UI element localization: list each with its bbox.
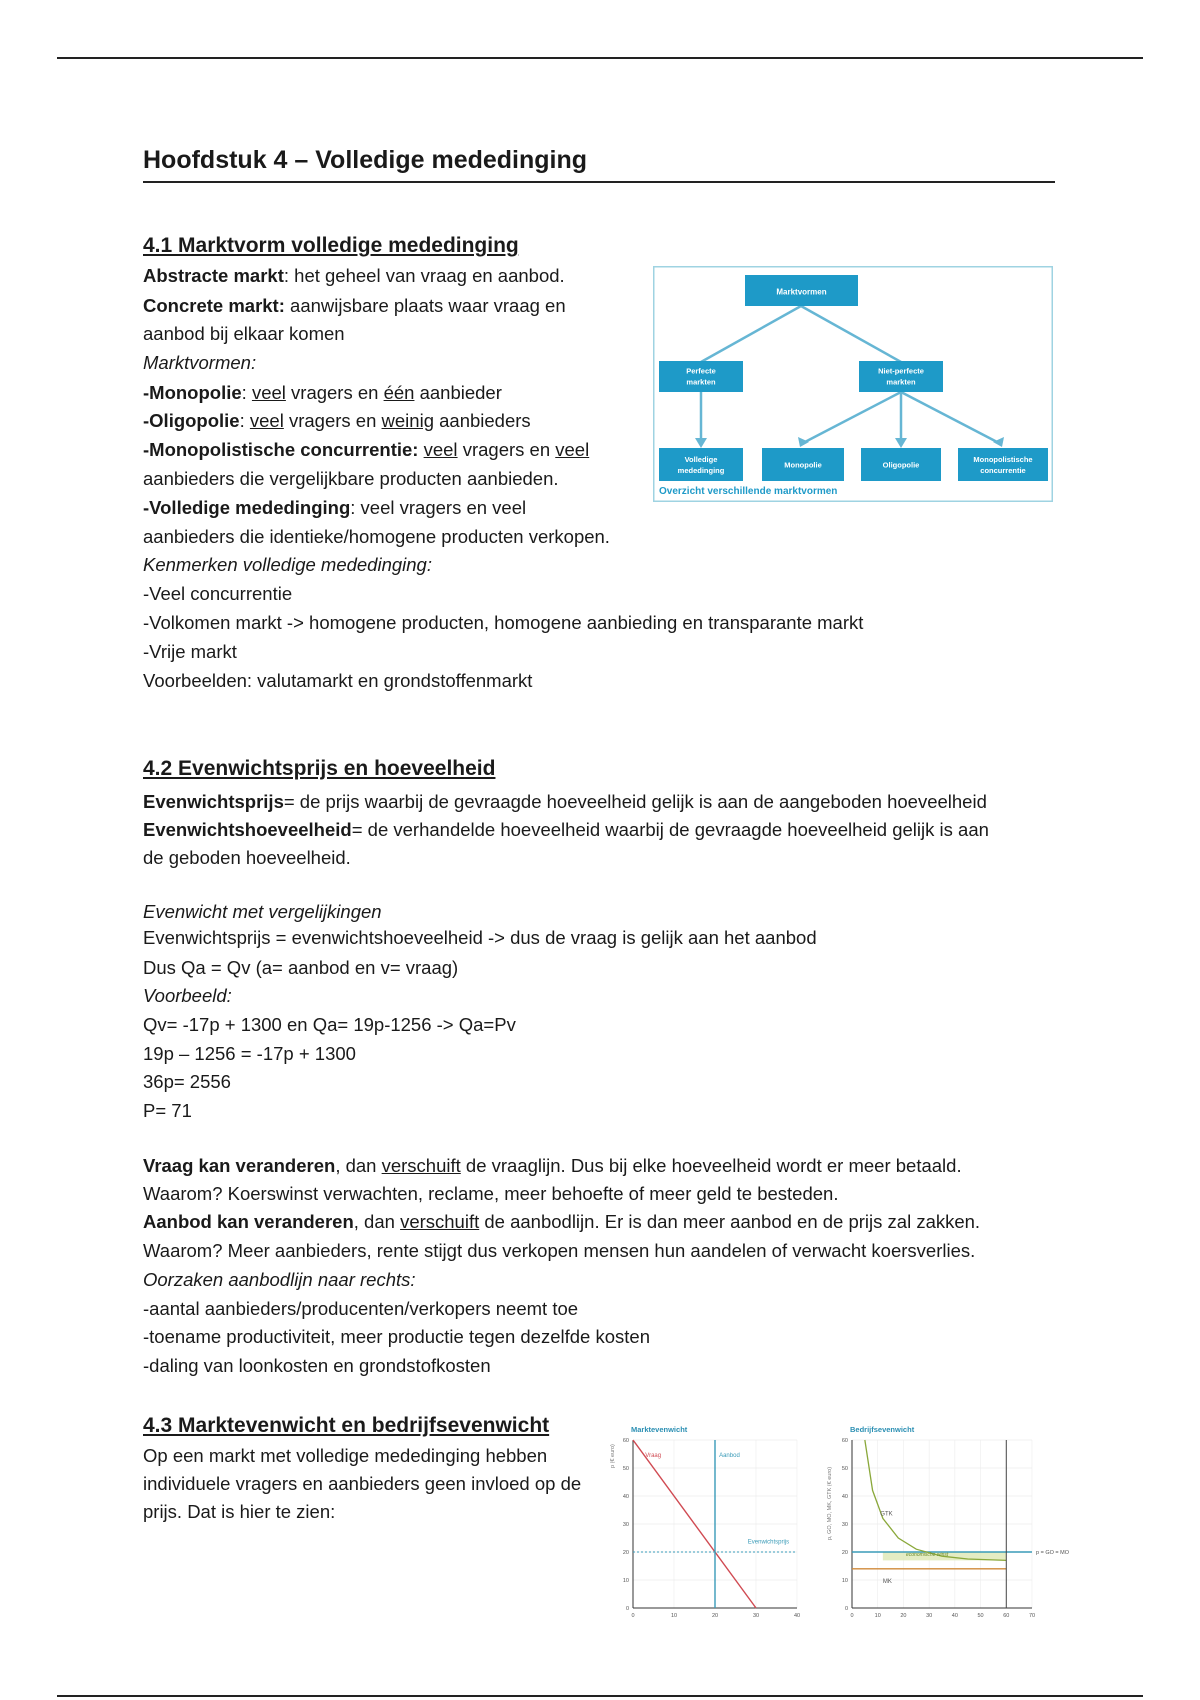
y-tick-label: 40 <box>622 1494 629 1500</box>
y-tick-label: 20 <box>622 1550 629 1556</box>
label-gtk: GTK <box>880 1511 893 1518</box>
node-niet-perfecte-label-2: markten <box>886 377 916 387</box>
y-axis-label: p (€ euro) <box>610 1444 616 1468</box>
x-tick-label: 20 <box>900 1613 907 1619</box>
voorbeeld-label <box>143 984 232 1008</box>
definition: = de verhandelde hoeveelheid waarbij de gevraagde hoeveelheid gelijk is aan <box>351 819 989 840</box>
vraag-waarom-line: Waarom? Koerswinst verwachten, reclame, meer behoefte of meer geld te besteden. <box>143 1183 839 1204</box>
text: vragers en <box>283 410 382 431</box>
section-4-3-text: Op een markt met volledige mededinging hebben individuele vragers en aanbieders geen invloed op de prijs. Dat is hier te zien: <box>143 1445 582 1522</box>
concrete-market-line <box>143 294 566 318</box>
section-4-1-title: 4.1 Marktvorm volledige mededinging <box>143 234 519 257</box>
underlined: veel <box>423 439 458 460</box>
node-volledige-mededinging <box>659 448 743 481</box>
label-p-go-mo: p = GO = MO <box>1036 1550 1070 1556</box>
oorzaken-label <box>143 1268 416 1292</box>
y-tick-label: 10 <box>841 1578 848 1584</box>
text: : <box>241 382 252 403</box>
italic-label: Oorzaken aanbodlijn naar rechts: <box>143 1269 416 1290</box>
definition: : het geheel van vraag en aanbod. <box>283 265 565 286</box>
x-tick-label: 10 <box>874 1613 881 1619</box>
node-perfecte-label-1: Perfecte <box>686 366 716 376</box>
section-4-2-title: 4.2 Evenwichtsprijs en hoeveelheid <box>143 757 496 780</box>
term: Evenwichtsprijs <box>143 791 284 812</box>
oorzaak-2: -toename productiviteit, meer productie tegen dezelfde kosten <box>143 1326 650 1347</box>
node-niet-perfecte-label-1: Niet-perfecte <box>878 366 924 376</box>
section-4-3-title: 4.3 Marktevenwicht en bedrijfsevenwicht <box>143 1414 550 1437</box>
y-tick-label: 60 <box>841 1438 848 1444</box>
label-vraag: Vraag <box>645 1452 662 1459</box>
x-tick-label: 70 <box>1028 1613 1036 1619</box>
y-tick-label: 30 <box>841 1522 848 1528</box>
y-tick-label: 60 <box>622 1438 629 1444</box>
evenwichtshoeveelheid-line <box>143 818 989 842</box>
underlined: verschuift <box>400 1211 480 1232</box>
aanbod-waarom-line: Waarom? Meer aanbieders, rente stijgt dus verkopen mensen hun aandelen of verwacht koersverlies. <box>143 1240 976 1261</box>
label-economische-winst: economische winst <box>906 1552 949 1559</box>
node-vm-label-1: Volledige <box>684 455 718 464</box>
oligopolie-line <box>143 409 531 433</box>
italic-label: Kenmerken volledige mededinging: <box>143 554 432 575</box>
oorzaak-3: -daling van loonkosten en grondstofkosten <box>143 1355 491 1376</box>
y-tick-label: 30 <box>622 1522 629 1528</box>
page-bottom-rule <box>57 1695 1143 1697</box>
italic-label: Voorbeeld: <box>143 985 232 1006</box>
term: -Monopolie <box>143 382 242 403</box>
text: de aanbodlijn. Er is dan meer aanbod en de prijs zal zakken. <box>479 1211 981 1232</box>
underlined: verschuift <box>381 1155 461 1176</box>
underlined: veel <box>555 439 590 460</box>
y-tick-label: 10 <box>622 1578 629 1584</box>
term: -Oligopolie <box>143 410 240 431</box>
italic-label: Marktvormen: <box>143 352 257 373</box>
x-tick-label: 0 <box>850 1613 854 1619</box>
x-tick-label: 30 <box>752 1613 760 1619</box>
abstract-market-line <box>143 264 565 288</box>
monopolistische-concurrentie-line <box>143 438 589 462</box>
aanbod-verandert-line <box>143 1210 980 1234</box>
definition: = de prijs waarbij de gevraagde hoeveelheid gelijk is aan de aangeboden hoeveelheid <box>283 791 987 812</box>
y-tick-label: 40 <box>841 1494 848 1500</box>
gtk-curve <box>865 1440 1006 1560</box>
volledige-mededinging-line-2: aanbieders die identieke/homogene producten verkopen. <box>143 526 610 547</box>
node-perfecte-label-2: markten <box>686 377 716 387</box>
node-monocon-label-1: Monopolistische <box>973 455 1033 464</box>
x-tick-label: 10 <box>670 1613 678 1619</box>
concrete-market-line-2: aanbod bij elkaar komen <box>143 323 345 344</box>
x-tick-label: 30 <box>926 1613 933 1619</box>
label-aanbod: Aanbod <box>719 1452 740 1459</box>
y-tick-label: 50 <box>622 1466 629 1472</box>
text: vragers en <box>457 439 556 460</box>
evenwicht-line-2: Dus Qa = Qv (a= aanbod en v= vraag) <box>143 957 459 978</box>
evenwicht-vergelijkingen-label <box>143 900 382 924</box>
evenwichtsprijs-line <box>143 790 987 814</box>
bedrijfsevenwicht-chart <box>822 1420 1092 1632</box>
x-tick-label: 40 <box>951 1613 958 1619</box>
x-tick-label: 20 <box>711 1613 719 1619</box>
equation-1: Qv= -17p + 1300 en Qa= 19p-1256 -> Qa=Pv <box>143 1014 516 1035</box>
x-tick-label: 50 <box>977 1613 984 1619</box>
page-top-rule <box>57 57 1143 59</box>
kenmerk-3: -Vrije markt <box>143 641 237 662</box>
monopolistische-concurrentie-line-2: aanbieders die vergelijkbare producten aanbieden. <box>143 468 559 489</box>
text: aanbieder <box>414 382 502 403</box>
diagram-caption: Overzicht verschillende marktvormen <box>659 486 838 497</box>
term: -Monopolistische concurrentie: <box>143 439 419 460</box>
marktvormen-label <box>143 351 256 375</box>
label-mk: MK <box>882 1578 892 1585</box>
marktvormen-diagram <box>653 266 1053 502</box>
node-vm-label-2: mededinging <box>677 466 725 475</box>
y-tick-label: 20 <box>841 1550 848 1556</box>
kenmerk-2: -Volkomen markt -> homogene producten, homogene aanbieding en transparante markt <box>143 612 864 633</box>
italic-label: Evenwicht met vergelijkingen <box>143 901 382 922</box>
chart-title: Marktevenwicht <box>631 1425 688 1434</box>
text: : veel vragers en veel <box>350 497 527 518</box>
node-oligopolie-label: Oligopolie <box>882 460 920 470</box>
node-monopolistische-concurrentie <box>958 448 1048 481</box>
term: Abstracte markt <box>143 265 284 286</box>
evenwichtshoeveelheid-line-2: de geboden hoeveelheid. <box>143 847 351 868</box>
marktevenwicht-chart <box>605 1420 805 1632</box>
definition: aanwijsbare plaats waar vraag en <box>284 295 566 316</box>
y-tick-label: 0 <box>844 1606 848 1612</box>
text: aanbieders <box>433 410 531 431</box>
y-tick-label: 0 <box>625 1606 629 1612</box>
text: , dan <box>335 1155 382 1176</box>
oorzaak-1: -aantal aanbieders/producenten/verkopers neemt toe <box>143 1298 579 1319</box>
evenwicht-line-1: Evenwichtsprijs = evenwichtshoeveelheid -> dus de vraag is gelijk aan het aanbod <box>143 927 817 948</box>
text: de vraaglijn. Dus bij elke hoeveelheid wordt er meer betaald. <box>460 1155 962 1176</box>
voorbeelden-line: Voorbeelden: valutamarkt en grondstoffenmarkt <box>143 670 533 691</box>
kenmerken-label <box>143 553 432 577</box>
term: Concrete markt: <box>143 295 285 316</box>
text: : <box>239 410 250 431</box>
grid <box>852 1440 1032 1608</box>
term: Vraag kan veranderen <box>143 1155 336 1176</box>
volledige-mededinging-line <box>143 496 526 520</box>
equation-4: P= 71 <box>143 1100 192 1121</box>
node-marktvormen-label: Marktvormen <box>776 287 827 297</box>
page-title: Hoofdstuk 4 – Volledige mededinging <box>143 145 1055 183</box>
equation-3: 36p= 2556 <box>143 1071 231 1092</box>
text: vragers en <box>285 382 384 403</box>
x-tick-label: 0 <box>631 1613 635 1619</box>
kenmerk-1: -Veel concurrentie <box>143 583 293 604</box>
y-axis-label: p, GO, MO, MK, GTK (€ euro) <box>827 1466 833 1540</box>
vraag-verandert-line <box>143 1154 962 1178</box>
underlined: weinig <box>381 410 434 431</box>
x-tick-label: 60 <box>1003 1613 1010 1619</box>
term: Aanbod kan veranderen <box>143 1211 354 1232</box>
term: Evenwichtshoeveelheid <box>143 819 352 840</box>
ticks <box>623 1438 800 1619</box>
monopolie-line <box>143 381 502 405</box>
underlined: veel <box>251 382 286 403</box>
node-monopolie-label: Monopolie <box>784 460 822 470</box>
x-tick-label: 40 <box>793 1613 801 1619</box>
chart-title: Bedrijfsevenwicht <box>850 1425 915 1434</box>
y-tick-label: 50 <box>841 1466 848 1472</box>
label-evenwichtsprijs: Evenwichtsprijs <box>747 1539 790 1546</box>
underlined: veel <box>249 410 284 431</box>
underlined: één <box>383 382 415 403</box>
text: , dan <box>353 1211 401 1232</box>
equation-2: 19p – 1256 = -17p + 1300 <box>143 1043 356 1064</box>
term: -Volledige mededinging <box>143 497 351 518</box>
node-monocon-label-2: concurrentie <box>980 466 1026 475</box>
